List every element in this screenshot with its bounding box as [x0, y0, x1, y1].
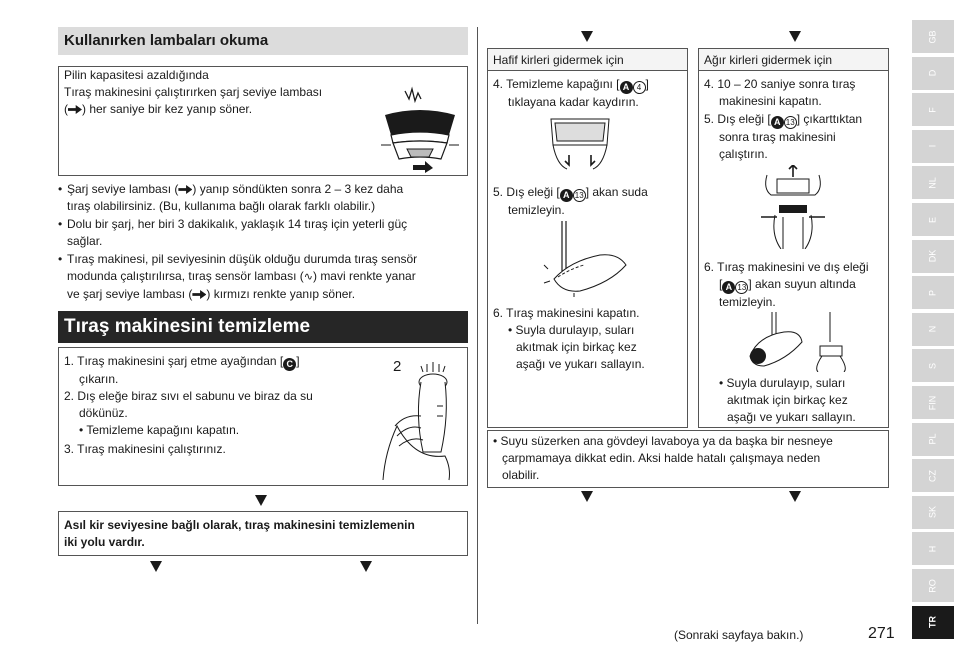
language-tab-label: PL: [927, 433, 938, 445]
badge-num: 13: [573, 189, 586, 202]
warning-line2: çarpmamaya dikkat edin. Aksi halde hatalı çalışmaya neden: [502, 451, 821, 465]
language-tab-p[interactable]: [912, 276, 954, 309]
remove-foil-illustration: [757, 165, 829, 249]
battery-box-line1: Tıraş makinesini çalıştırırken şarj seviye lambası: [64, 85, 323, 99]
page-number: 271: [868, 625, 895, 642]
language-tab-label: E: [927, 216, 938, 223]
battery-box-title: Pilin kapasitesi azaldığında: [64, 68, 209, 82]
step-1: 1. Tıraş makinesini şarj etme ayağından [ C ] çıkarın.: [64, 354, 300, 386]
badge-num: 13: [735, 281, 748, 294]
heavy-dirt-header: Ağır kirleri gidermek için: [699, 49, 888, 71]
down-arrow: [255, 495, 267, 506]
badge-num: 13: [784, 116, 797, 129]
down-arrow: [150, 561, 162, 572]
rinse-shaver-illustration: [744, 312, 854, 372]
step-2: 2. Dış eleğe biraz sıvı el sabunu ve biraz da su dökünüz. • Temizleme kapağını kapatın.: [64, 389, 313, 437]
rinse-foil-illustration: [540, 221, 630, 297]
language-tab-label: FIN: [927, 395, 938, 410]
cleaning-steps-box: [58, 347, 468, 486]
figure-number: 2: [393, 358, 402, 375]
language-tab-n[interactable]: [912, 313, 954, 346]
language-tab-s[interactable]: [912, 349, 954, 382]
warning-line3: olabilir.: [502, 468, 540, 482]
sensor-icon: ∿: [303, 271, 313, 283]
step-3: 3. Tıraş makinesini çalıştırınız.: [64, 442, 226, 456]
badge-a: A: [560, 189, 573, 202]
section-title-lights: Kullanırken lambaları okuma: [58, 27, 468, 55]
battery-low-box: [58, 66, 468, 176]
language-tab-label: DK: [927, 249, 938, 263]
light-step-6-bullet: • Suyla durulayıp, suları akıtmak için birkaç kez aşağı ve yukarı sallayın.: [508, 323, 645, 371]
badge-a: A: [620, 81, 633, 94]
lights-bullet-3: • Tıraş makinesi, pil seviyesinin düşük olduğu durumda tıraş sensör modunda çalıştırılırsa, tıraş sensör lambası (∿) mavi renkte yanar ve şarj seviye lambası ( ) kırmızı renkte yanıp söner.: [67, 251, 467, 303]
two-ways-note-line2: iki yolu vardır.: [64, 535, 145, 549]
lights-bullet-2: • Dolu bir şarj, her biri 3 dakikalık, yaklaşık 14 tıraş için yeterli güç sağlar.: [67, 216, 467, 250]
down-arrow: [789, 491, 801, 502]
heavy-step-4: 4. 10 – 20 saniye sonra tıraş makinesini kapatın.: [704, 77, 856, 108]
lights-bullet-1: • Şarj seviye lambası ( ) yanıp söndükten sonra 2 – 3 kez daha tıraş olabilirsiniz. (Bu, kullanıma bağlı olarak farklı olabilir.): [67, 181, 467, 215]
heavy-dirt-box: [698, 48, 889, 428]
down-arrow: [360, 561, 372, 572]
language-tab-label: NL: [927, 177, 938, 189]
language-tab-gb[interactable]: [912, 20, 954, 53]
badge-a: A: [722, 281, 735, 294]
language-tab-label: F: [927, 106, 938, 113]
language-tab-nl[interactable]: [912, 166, 954, 199]
light-dirt-box: [487, 48, 688, 428]
language-tab-label: CZ: [927, 469, 938, 482]
hand-shaver-illustration: [375, 356, 461, 482]
language-tab-label: RO: [927, 578, 938, 593]
badge-c: C: [283, 358, 296, 371]
light-dirt-header: Hafif kirleri gidermek için: [488, 49, 687, 71]
language-tab-h[interactable]: [912, 532, 954, 565]
language-tab-d[interactable]: [912, 57, 954, 90]
light-step-5: 5. Dış eleği [ A 13 ] akan suda temizleyin.: [493, 185, 648, 217]
continue-note: (Sonraki sayfaya bakın.): [674, 628, 804, 642]
plug-icon: [68, 105, 82, 114]
language-tab-i[interactable]: [912, 130, 954, 163]
plug-icon: [178, 185, 192, 194]
plug-icon: [192, 290, 206, 299]
light-step-4: 4. Temizleme kapağını [ A 4 ] tıklayana kadar kaydırın.: [493, 77, 649, 109]
language-tab-label: I: [927, 145, 938, 148]
section-title-cleaning: Tıraş makinesini temizleme: [58, 311, 468, 343]
down-arrow: [789, 31, 801, 42]
language-tab-label: S: [927, 362, 938, 369]
badge-num: 4: [633, 81, 646, 94]
language-tab-cz[interactable]: [912, 459, 954, 492]
light-step-6: 6. Tıraş makinesini kapatın.: [493, 306, 640, 320]
language-tab-label: SK: [927, 506, 938, 519]
shaver-lamp-illustration: [377, 85, 463, 173]
warning-line1: • Suyu süzerken ana gövdeyi lavaboya ya da başka bir nesneye: [493, 434, 833, 448]
two-ways-note-box: [58, 511, 468, 556]
language-tab-fin[interactable]: [912, 386, 954, 419]
language-tab-f[interactable]: [912, 93, 954, 126]
heavy-step-6: 6. Tıraş makinesini ve dış eleği [ A 13 ] akan suyun altında temizleyin.: [704, 260, 869, 309]
battery-box-line2: ( ) her saniye bir kez yanıp söner.: [64, 102, 253, 116]
language-tab-label: P: [927, 289, 938, 296]
language-tab-label: TR: [927, 616, 938, 629]
language-tab-label: GB: [927, 29, 938, 44]
warning-box: [487, 430, 889, 488]
language-tab-dk[interactable]: [912, 240, 954, 273]
down-arrow: [581, 491, 593, 502]
language-tab-sk[interactable]: [912, 496, 954, 529]
heavy-step-5: 5. Dış eleği [ A 13 ] çıkarttıktan sonra tıraş makinesini çalıştırın.: [704, 112, 863, 161]
heavy-step-6-bullet: • Suyla durulayıp, suları akıtmak için birkaç kez aşağı ve yukarı sallayın.: [719, 376, 856, 424]
language-tab-label: H: [927, 545, 938, 553]
cover-slide-illustration: [545, 115, 615, 171]
language-tab-pl[interactable]: [912, 423, 954, 456]
column-divider: [477, 27, 478, 624]
badge-a: A: [771, 116, 784, 129]
language-tab-e[interactable]: [912, 203, 954, 236]
language-tab-ro[interactable]: [912, 569, 954, 602]
two-ways-note-line1: Asıl kir seviyesine bağlı olarak, tıraş makinesini temizlemenin: [64, 518, 415, 532]
language-tab-label: N: [927, 326, 938, 333]
down-arrow: [581, 31, 593, 42]
language-tab-label: D: [927, 69, 938, 77]
language-tab-tr[interactable]: [912, 606, 954, 639]
